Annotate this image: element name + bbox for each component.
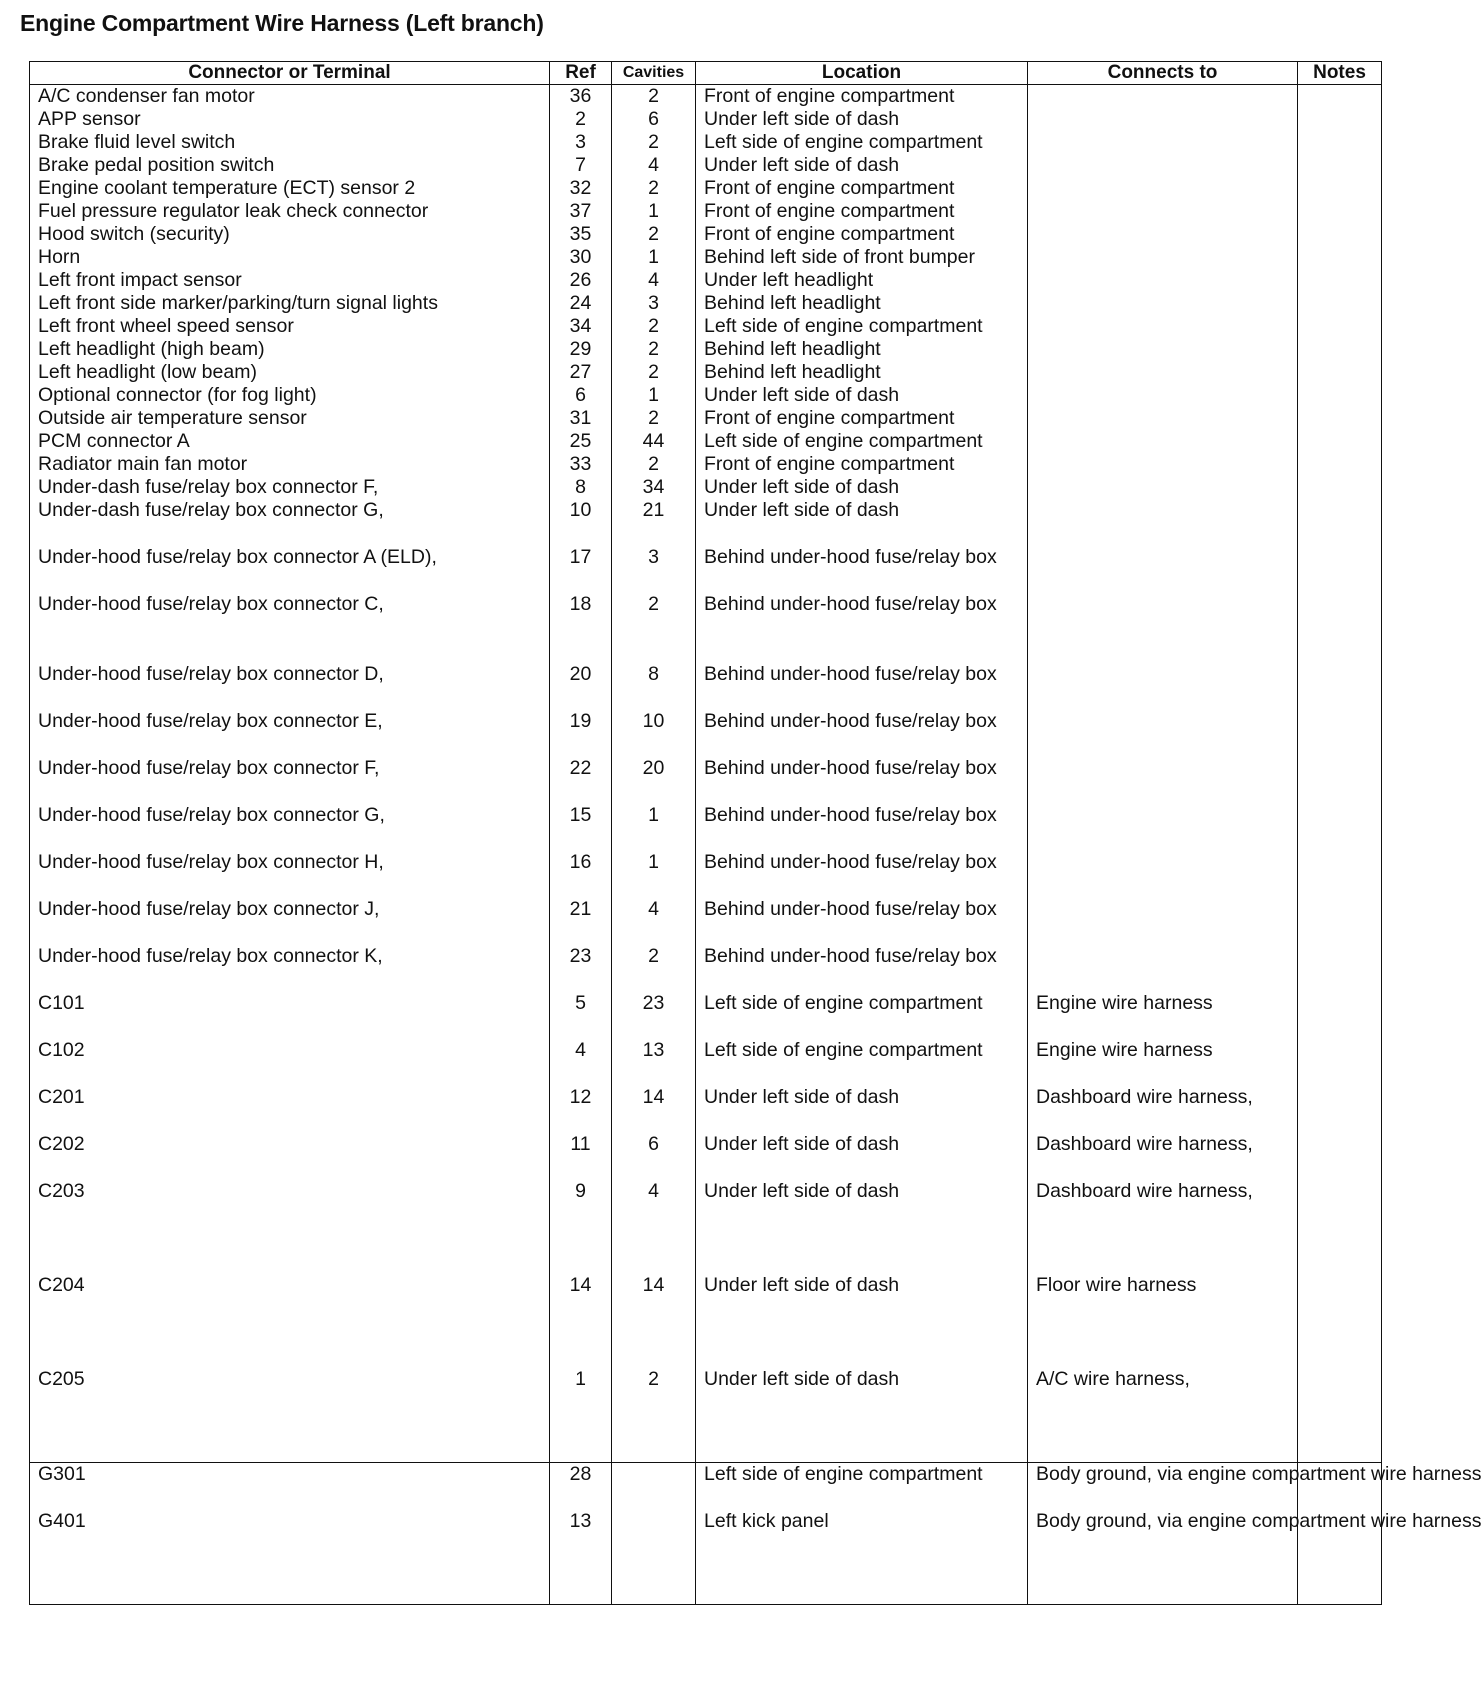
connects-to-cell [1028, 361, 1298, 384]
connector-cell: Fuel pressure regulator leak check connector [30, 200, 550, 223]
ref-cell: 4 [550, 1039, 612, 1086]
connector-cell: C202 [30, 1133, 550, 1180]
table-row [30, 546, 1382, 593]
location-cell: Front of engine compartment [696, 200, 1028, 223]
connector-cell: PCM connector A [30, 430, 550, 453]
connects-to-cell [1028, 430, 1298, 453]
cavities-cell: 1 [612, 246, 696, 269]
location-cell: Behind left side of front bumper [696, 246, 1028, 269]
location-cell: Behind under-hood fuse/relay box [696, 757, 1028, 804]
ref-cell: 12 [550, 1086, 612, 1133]
connects-to-cell [1028, 546, 1298, 593]
location-cell: Under left side of dash [696, 108, 1028, 131]
table-row [30, 476, 1382, 499]
location-cell: Under left side of dash [696, 154, 1028, 177]
cavities-cell: 23 [612, 992, 696, 1039]
connector-cell: C205 [30, 1368, 550, 1463]
cavities-cell: 2 [612, 315, 696, 338]
connector-cell: Engine coolant temperature (ECT) sensor 2 [30, 177, 550, 200]
connector-cell: Under-hood fuse/relay box connector J, [30, 898, 550, 945]
location-cell: Behind under-hood fuse/relay box [696, 593, 1028, 663]
connects-to-cell [1028, 945, 1298, 992]
notes-cell [1298, 1133, 1382, 1180]
cavities-cell: 2 [612, 177, 696, 200]
connector-cell: Optional connector (for fog light) [30, 384, 550, 407]
connector-cell: G401 [30, 1510, 550, 1605]
notes-cell [1298, 292, 1382, 315]
location-cell: Behind left headlight [696, 338, 1028, 361]
location-cell: Under left side of dash [696, 476, 1028, 499]
ref-cell: 5 [550, 992, 612, 1039]
connector-cell: A/C condenser fan motor [30, 85, 550, 109]
location-cell: Behind under-hood fuse/relay box [696, 663, 1028, 710]
connects-to-cell: Dashboard wire harness, [1028, 1180, 1298, 1274]
connects-to-cell [1028, 292, 1298, 315]
connector-cell: Radiator main fan motor [30, 453, 550, 476]
cavities-cell: 1 [612, 200, 696, 223]
cavities-cell: 6 [612, 1133, 696, 1180]
notes-cell [1298, 499, 1382, 546]
location-cell: Under left headlight [696, 269, 1028, 292]
notes-cell [1298, 898, 1382, 945]
connector-table [29, 61, 1482, 1605]
location-cell: Under left side of dash [696, 499, 1028, 546]
cavities-cell: 2 [612, 223, 696, 246]
location-cell: Front of engine compartment [696, 407, 1028, 430]
location-cell: Front of engine compartment [696, 177, 1028, 200]
connects-to-cell [1028, 108, 1298, 131]
connects-to-cell: Engine wire harness [1028, 1039, 1298, 1086]
notes-cell [1298, 663, 1382, 710]
ref-cell: 2 [550, 108, 612, 131]
ref-cell: 29 [550, 338, 612, 361]
connector-cell: Left front side marker/parking/turn signal lights [30, 292, 550, 315]
ref-cell: 9 [550, 1180, 612, 1274]
cavities-cell: 2 [612, 593, 696, 663]
connects-to-cell: A/C wire harness, [1028, 1368, 1298, 1463]
notes-cell [1298, 593, 1382, 663]
location-cell: Left side of engine compartment [696, 1463, 1028, 1511]
col-header-ref: Ref [550, 62, 612, 85]
notes-cell [1298, 430, 1382, 453]
location-cell: Left side of engine compartment [696, 430, 1028, 453]
table-row [30, 1463, 1382, 1511]
table-row [30, 154, 1382, 177]
notes-cell [1298, 361, 1382, 384]
cavities-cell: 6 [612, 108, 696, 131]
notes-cell [1298, 200, 1382, 223]
table-row [30, 223, 1382, 246]
connector-cell: Under-dash fuse/relay box connector G, [30, 499, 550, 546]
location-cell: Left side of engine compartment [696, 131, 1028, 154]
notes-cell [1298, 338, 1382, 361]
connects-to-cell [1028, 499, 1298, 546]
page-title: Engine Compartment Wire Harness (Left branch) [20, 10, 544, 36]
location-cell: Behind under-hood fuse/relay box [696, 546, 1028, 593]
cavities-cell: 2 [612, 1368, 696, 1463]
table-row [30, 1368, 1382, 1463]
connects-to-cell: Engine wire harness [1028, 992, 1298, 1039]
table-row [30, 992, 1382, 1039]
table-row [30, 108, 1382, 131]
connector-cell: Left front wheel speed sensor [30, 315, 550, 338]
table-row [30, 1039, 1382, 1086]
location-cell: Front of engine compartment [696, 223, 1028, 246]
location-cell: Front of engine compartment [696, 453, 1028, 476]
ref-cell: 30 [550, 246, 612, 269]
ref-cell: 34 [550, 315, 612, 338]
table-row [30, 804, 1382, 851]
connects-to-cell [1028, 246, 1298, 269]
ref-cell: 7 [550, 154, 612, 177]
notes-cell [1298, 177, 1382, 200]
table-row [30, 945, 1382, 992]
ref-cell: 16 [550, 851, 612, 898]
ref-cell: 35 [550, 223, 612, 246]
location-cell: Under left side of dash [696, 384, 1028, 407]
notes-cell [1298, 757, 1382, 804]
table-row [30, 269, 1382, 292]
cavities-cell: 2 [612, 361, 696, 384]
connector-cell: Horn [30, 246, 550, 269]
table-row [30, 177, 1382, 200]
connector-cell: C204 [30, 1274, 550, 1368]
connector-cell: Brake pedal position switch [30, 154, 550, 177]
cavities-cell: 1 [612, 851, 696, 898]
ref-cell: 23 [550, 945, 612, 992]
ref-cell: 32 [550, 177, 612, 200]
connector-cell: Left headlight (high beam) [30, 338, 550, 361]
cavities-cell: 20 [612, 757, 696, 804]
location-cell: Under left side of dash [696, 1086, 1028, 1133]
connects-to-cell [1028, 898, 1298, 945]
ref-cell: 27 [550, 361, 612, 384]
cavities-cell: 2 [612, 453, 696, 476]
table-row [30, 430, 1382, 453]
ref-cell: 22 [550, 757, 612, 804]
cavities-cell: 8 [612, 663, 696, 710]
connects-to-cell: Body ground, via engine compartment wire harness [1028, 1510, 1298, 1605]
table-row [30, 593, 1382, 663]
connector-cell: C101 [30, 992, 550, 1039]
table-row [30, 499, 1382, 546]
notes-cell [1298, 223, 1382, 246]
cavities-cell: 3 [612, 292, 696, 315]
connector-cell: Under-hood fuse/relay box connector H, [30, 851, 550, 898]
connector-cell: C102 [30, 1039, 550, 1086]
connector-cell: Under-hood fuse/relay box connector K, [30, 945, 550, 992]
cavities-cell: 1 [612, 384, 696, 407]
cavities-cell: 2 [612, 338, 696, 361]
table-row [30, 898, 1382, 945]
location-cell: Under left side of dash [696, 1274, 1028, 1368]
notes-cell [1298, 384, 1382, 407]
connects-to-cell [1028, 154, 1298, 177]
connects-to-cell [1028, 663, 1298, 710]
connects-to-cell [1028, 131, 1298, 154]
notes-cell [1298, 1180, 1382, 1274]
table-row [30, 384, 1382, 407]
location-cell: Left side of engine compartment [696, 992, 1028, 1039]
connector-cell: Brake fluid level switch [30, 131, 550, 154]
notes-cell [1298, 269, 1382, 292]
col-header-location: Location [696, 62, 1028, 85]
notes-cell [1298, 453, 1382, 476]
notes-cell [1298, 131, 1382, 154]
notes-cell [1298, 945, 1382, 992]
location-cell: Left kick panel [696, 1510, 1028, 1605]
cavities-cell: 2 [612, 85, 696, 109]
table-row [30, 338, 1382, 361]
table-row [30, 851, 1382, 898]
location-cell: Behind under-hood fuse/relay box [696, 851, 1028, 898]
table-header [30, 62, 1382, 85]
cavities-cell: 4 [612, 154, 696, 177]
ref-cell: 1 [550, 1368, 612, 1463]
ref-cell: 31 [550, 407, 612, 430]
table-row [30, 200, 1382, 223]
connects-to-cell [1028, 593, 1298, 663]
connector-cell: Under-hood fuse/relay box connector E, [30, 710, 550, 757]
ref-cell: 6 [550, 384, 612, 407]
ref-cell: 28 [550, 1463, 612, 1511]
connects-to-cell [1028, 85, 1298, 109]
ref-cell: 21 [550, 898, 612, 945]
notes-cell [1298, 1274, 1382, 1368]
location-cell: Front of engine compartment [696, 85, 1028, 109]
connects-to-cell [1028, 338, 1298, 361]
notes-cell [1298, 407, 1382, 430]
ref-cell: 33 [550, 453, 612, 476]
connector-cell: Outside air temperature sensor [30, 407, 550, 430]
cavities-cell: 14 [612, 1274, 696, 1368]
connects-to-cell [1028, 315, 1298, 338]
table-body [30, 85, 1482, 1605]
cavities-cell: 1 [612, 804, 696, 851]
ref-cell: 18 [550, 593, 612, 663]
connector-cell: APP sensor [30, 108, 550, 131]
cavities-cell: 4 [612, 898, 696, 945]
table-row [30, 407, 1382, 430]
connector-cell: G301 [30, 1463, 550, 1511]
ref-cell: 19 [550, 710, 612, 757]
table-row [30, 292, 1382, 315]
connects-to-cell [1028, 757, 1298, 804]
connects-to-cell [1028, 476, 1298, 499]
ref-cell: 26 [550, 269, 612, 292]
ref-cell: 25 [550, 430, 612, 453]
notes-cell [1298, 246, 1382, 269]
connects-to-cell [1028, 177, 1298, 200]
connects-to-cell [1028, 223, 1298, 246]
ref-cell: 15 [550, 804, 612, 851]
table-row [30, 246, 1382, 269]
table-row [30, 710, 1382, 757]
cavities-cell: 2 [612, 131, 696, 154]
col-header-connects-to: Connects to [1028, 62, 1298, 85]
location-cell: Under left side of dash [696, 1133, 1028, 1180]
cavities-cell: 4 [612, 1180, 696, 1274]
connects-to-cell [1028, 269, 1298, 292]
location-cell: Behind under-hood fuse/relay box [696, 898, 1028, 945]
connector-cell: Left front impact sensor [30, 269, 550, 292]
notes-cell [1298, 992, 1382, 1039]
ref-cell: 10 [550, 499, 612, 546]
connects-to-cell [1028, 407, 1298, 430]
connector-cell: Under-hood fuse/relay box connector F, [30, 757, 550, 804]
notes-cell [1298, 154, 1382, 177]
connector-cell: Under-dash fuse/relay box connector F, [30, 476, 550, 499]
col-header-connector: Connector or Terminal [30, 62, 550, 85]
table-row [30, 1274, 1382, 1368]
location-cell: Behind left headlight [696, 292, 1028, 315]
ref-cell: 20 [550, 663, 612, 710]
connector-cell: Under-hood fuse/relay box connector C, [30, 593, 550, 663]
ref-cell: 3 [550, 131, 612, 154]
table-row [30, 757, 1382, 804]
ref-cell: 24 [550, 292, 612, 315]
notes-cell [1298, 851, 1382, 898]
ref-cell: 37 [550, 200, 612, 223]
connects-to-cell [1028, 200, 1298, 223]
location-cell: Left side of engine compartment [696, 315, 1028, 338]
connects-to-cell: Dashboard wire harness, [1028, 1086, 1298, 1133]
connects-to-cell: Body ground, via engine compartment wire harness [1028, 1463, 1298, 1511]
notes-cell [1298, 85, 1382, 109]
connector-cell: Hood switch (security) [30, 223, 550, 246]
col-header-cavities: Cavities [612, 62, 696, 85]
notes-cell [1298, 710, 1382, 757]
notes-cell [1298, 476, 1382, 499]
ref-cell: 11 [550, 1133, 612, 1180]
location-cell: Behind under-hood fuse/relay box [696, 945, 1028, 992]
ref-cell: 8 [550, 476, 612, 499]
col-header-notes: Notes [1298, 62, 1382, 85]
connector-cell: Left headlight (low beam) [30, 361, 550, 384]
connects-to-cell: Dashboard wire harness, [1028, 1133, 1298, 1180]
table-row [30, 1180, 1382, 1274]
ref-cell: 17 [550, 546, 612, 593]
location-cell: Left side of engine compartment [696, 1039, 1028, 1086]
cavities-cell: 4 [612, 269, 696, 292]
connector-cell: C201 [30, 1086, 550, 1133]
table-row [30, 663, 1382, 710]
notes-cell [1298, 1039, 1382, 1086]
cavities-cell: 3 [612, 546, 696, 593]
table-row [30, 453, 1382, 476]
table-row [30, 315, 1382, 338]
connector-cell: Under-hood fuse/relay box connector A (ELD), [30, 546, 550, 593]
table-row [30, 85, 1382, 109]
cavities-cell [612, 1463, 696, 1511]
location-cell: Under left side of dash [696, 1180, 1028, 1274]
cavities-cell: 2 [612, 945, 696, 992]
connector-cell: Under-hood fuse/relay box connector D, [30, 663, 550, 710]
connects-to-cell [1028, 384, 1298, 407]
cavities-cell: 10 [612, 710, 696, 757]
cavities-cell [612, 1510, 696, 1605]
connects-to-cell [1028, 804, 1298, 851]
notes-cell [1298, 108, 1382, 131]
connects-to-cell [1028, 453, 1298, 476]
notes-cell [1298, 546, 1382, 593]
notes-cell [1298, 1086, 1382, 1133]
cavities-cell: 2 [612, 407, 696, 430]
connects-to-cell [1028, 851, 1298, 898]
ref-cell: 14 [550, 1274, 612, 1368]
connector-cell: Under-hood fuse/relay box connector G, [30, 804, 550, 851]
table-row [30, 131, 1382, 154]
table-row [30, 1086, 1382, 1133]
notes-cell [1298, 804, 1382, 851]
ref-cell: 36 [550, 85, 612, 109]
notes-cell [1298, 315, 1382, 338]
connects-to-cell: Floor wire harness [1028, 1274, 1298, 1368]
cavities-cell: 44 [612, 430, 696, 453]
location-cell: Behind under-hood fuse/relay box [696, 804, 1028, 851]
cavities-cell: 34 [612, 476, 696, 499]
location-cell: Behind under-hood fuse/relay box [696, 710, 1028, 757]
connector-cell: C203 [30, 1180, 550, 1274]
table-row [30, 361, 1382, 384]
cavities-cell: 14 [612, 1086, 696, 1133]
table-row [30, 1133, 1382, 1180]
location-cell: Behind left headlight [696, 361, 1028, 384]
ref-cell: 13 [550, 1510, 612, 1605]
table-row [30, 1510, 1382, 1605]
connects-to-cell [1028, 710, 1298, 757]
cavities-cell: 13 [612, 1039, 696, 1086]
notes-cell [1298, 1368, 1382, 1463]
cavities-cell: 21 [612, 499, 696, 546]
location-cell: Under left side of dash [696, 1368, 1028, 1463]
